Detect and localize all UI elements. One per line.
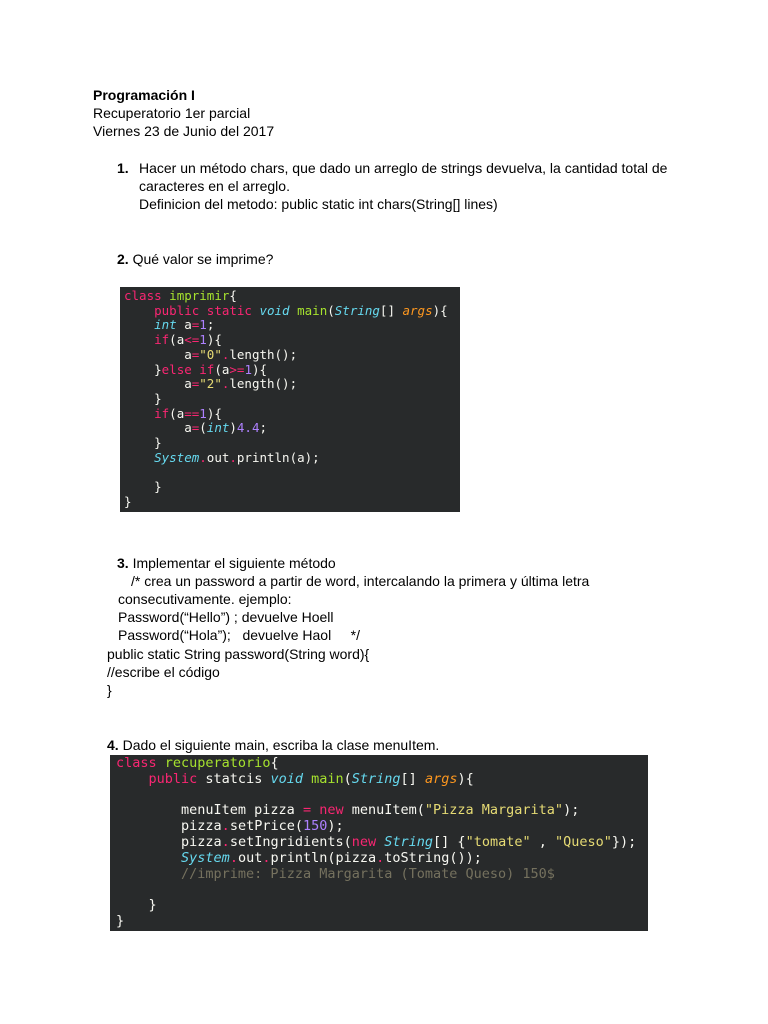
code-token: "0"	[199, 346, 222, 362]
code-token: "tomate"	[465, 834, 531, 850]
code-token: main	[311, 770, 344, 787]
code-token: System	[154, 449, 200, 465]
code-token: pizza	[116, 818, 222, 835]
code-line	[116, 867, 555, 883]
code-token: ){	[457, 770, 474, 787]
question-3-line-1: /* crea un password a partir de word, intercalando la primera y última letra	[131, 573, 590, 589]
code-token: menuItem pizza	[116, 802, 303, 819]
code-token: ;	[259, 420, 268, 436]
code-token	[124, 450, 154, 465]
code-token: .	[221, 834, 230, 850]
code-token	[116, 771, 149, 787]
code-token: a	[124, 346, 192, 362]
code-token: main	[297, 302, 328, 318]
code-line	[124, 333, 222, 348]
code-line	[124, 436, 162, 451]
code-token: <=	[184, 332, 200, 348]
code-token: "2"	[199, 376, 222, 392]
code-token: (	[343, 770, 352, 787]
code-token: args	[402, 302, 433, 318]
question-1-line-1: Hacer un método chars, que dado un arreglo de strings devuelva, la cantidad total de	[139, 160, 668, 176]
code-line	[124, 363, 267, 378]
code-token: int	[206, 420, 230, 436]
code-block-2	[110, 755, 648, 931]
code-token: [] {	[433, 834, 466, 850]
code-line	[124, 421, 267, 436]
code-token: toString());	[384, 849, 482, 866]
code-token: {	[259, 361, 268, 377]
code-token: {	[214, 332, 222, 348]
code-token: =	[191, 346, 200, 362]
question-3-line-6: //escribe el código	[107, 664, 220, 680]
code-token	[124, 317, 154, 332]
code-token: (a	[169, 405, 185, 421]
code-token: )	[432, 302, 441, 318]
code-token: 1	[199, 317, 207, 333]
code-token	[290, 303, 298, 318]
code-token: String	[384, 834, 434, 850]
question-3-line-5: public static String password(String word){	[107, 646, 370, 662]
code-token: new	[319, 802, 344, 819]
code-token: if	[154, 332, 170, 348]
code-token: length();	[229, 346, 298, 362]
question-2	[117, 250, 273, 268]
code-line	[124, 392, 162, 407]
exam-title: Recuperatorio 1er parcial	[93, 105, 251, 121]
question-3	[117, 554, 336, 572]
code-token: )	[251, 361, 260, 377]
code-token: ==	[184, 405, 200, 421]
code-token: out	[237, 849, 263, 866]
code-token: int	[154, 317, 177, 333]
question-3-line-4: Password(“Hola”); devuelve Haol */	[118, 627, 360, 643]
code-token: }	[124, 390, 162, 406]
question-3-line-2: consecutivamente. ejemplo:	[118, 591, 292, 607]
code-token: class	[116, 755, 157, 771]
course-title: Programación I	[93, 87, 195, 103]
code-token: );	[563, 802, 580, 819]
code-token: {	[270, 755, 279, 771]
code-token: {	[229, 288, 237, 303]
code-line	[116, 835, 636, 851]
question-3-line-7: }	[107, 682, 112, 698]
code-token: args	[424, 770, 458, 787]
code-token: {	[214, 405, 222, 421]
code-token: =	[191, 420, 200, 436]
code-token: }	[116, 897, 157, 914]
code-token: "Queso"	[554, 834, 612, 850]
code-token: (a	[169, 332, 185, 348]
code-token	[124, 406, 154, 421]
code-token: .	[199, 449, 207, 465]
code-token: {	[440, 302, 448, 318]
code-token: []	[379, 302, 403, 318]
code-token: public static	[154, 302, 252, 318]
code-token: else if	[161, 361, 215, 377]
code-token: ;	[206, 317, 215, 333]
code-token: )	[206, 405, 215, 421]
code-token: a	[124, 420, 192, 436]
code-token: String	[334, 302, 380, 318]
code-token: System	[181, 849, 230, 866]
code-token	[116, 850, 181, 866]
code-token: a	[124, 376, 192, 392]
code-block-1	[120, 287, 460, 512]
code-token: imprimir	[169, 288, 230, 303]
code-line	[124, 318, 214, 333]
code-token: void	[270, 770, 303, 787]
exam-date: Viernes 23 de Junio del 2017	[93, 123, 275, 139]
code-token: }	[124, 435, 162, 450]
code-token: ,	[530, 834, 555, 850]
code-line	[116, 819, 344, 835]
code-token: }	[124, 493, 132, 509]
question-2-text: Qué valor se imprime?	[132, 251, 274, 267]
question-1-number: 1.	[117, 160, 129, 176]
code-token	[311, 802, 319, 818]
code-token: recuperatorio	[164, 755, 271, 771]
code-token: pizza	[116, 834, 222, 850]
question-3-number: 3.	[117, 555, 129, 571]
code-token: }	[124, 361, 162, 377]
code-token: .	[221, 376, 230, 392]
code-token: println(pizza	[270, 849, 377, 866]
code-token	[124, 303, 154, 318]
code-token: public	[148, 770, 198, 787]
code-token: =	[191, 317, 200, 333]
code-token: .	[221, 818, 230, 835]
code-token: .	[376, 849, 385, 866]
code-token: )	[206, 332, 215, 348]
question-2-number: 2.	[117, 251, 129, 267]
code-token: }	[124, 479, 162, 495]
code-token: .	[262, 849, 271, 866]
question-4-number: 4.	[107, 737, 119, 753]
code-token: .	[229, 849, 238, 866]
code-token	[157, 755, 165, 771]
code-token: });	[611, 834, 637, 850]
code-line	[116, 898, 157, 914]
code-token: out	[206, 449, 230, 465]
code-token	[116, 866, 181, 882]
code-line	[116, 756, 279, 772]
code-token: setPrice(	[229, 818, 303, 835]
question-1-line-2: caracteres en el arreglo.	[139, 178, 290, 194]
code-line	[124, 289, 237, 304]
code-line	[116, 803, 579, 819]
code-token: void	[259, 302, 290, 318]
code-line	[124, 377, 297, 392]
code-token	[124, 332, 154, 347]
code-line	[124, 407, 222, 422]
code-token: 150	[302, 818, 328, 835]
code-line	[124, 348, 297, 363]
code-token: setIngridients(	[229, 834, 352, 850]
code-token: );	[327, 818, 344, 835]
code-token	[303, 771, 311, 787]
code-line	[116, 772, 474, 788]
code-token: .	[221, 346, 230, 362]
code-token: =	[302, 802, 312, 819]
code-token: (	[199, 420, 207, 436]
question-3-text: Implementar el siguiente método	[132, 555, 336, 571]
code-line	[116, 914, 124, 930]
question-1	[117, 159, 139, 177]
code-line	[124, 480, 162, 495]
code-token: String	[351, 770, 401, 787]
code-line	[124, 451, 320, 466]
code-token: if	[154, 405, 170, 421]
code-token: class	[124, 288, 162, 303]
question-1-line-3: Definicion del metodo: public static int chars(String[] lines)	[139, 196, 498, 212]
question-3-line-3: Password(“Hello”) ; devuelve Hoell	[118, 609, 334, 625]
code-token: length();	[229, 376, 298, 392]
code-token: println(a);	[236, 449, 320, 465]
code-line	[124, 495, 132, 510]
code-token: 1	[199, 405, 207, 421]
code-token: menuItem(	[343, 802, 425, 819]
code-token: new	[351, 834, 377, 850]
code-token: []	[400, 770, 425, 787]
code-token: =	[191, 376, 200, 392]
code-token: }	[116, 913, 125, 929]
code-token: "Pizza Margarita"	[424, 802, 564, 819]
code-token: .	[229, 449, 237, 465]
code-token: a	[176, 317, 192, 333]
code-line	[124, 304, 448, 319]
question-4	[107, 736, 439, 754]
code-token: //imprime: Pizza Margarita (Tomate Queso) 150$	[181, 865, 555, 882]
code-token: >=	[229, 361, 245, 377]
code-token: 1	[199, 332, 207, 348]
code-token: )	[229, 420, 237, 436]
code-token: statcis	[197, 770, 271, 787]
code-token: (	[327, 302, 335, 318]
code-token: 1	[244, 361, 252, 377]
question-4-text: Dado el siguiente main, escriba la clase menuItem.	[122, 737, 440, 753]
code-line	[116, 851, 482, 867]
code-token: (a	[214, 361, 230, 377]
code-token: 4.4	[236, 420, 260, 436]
